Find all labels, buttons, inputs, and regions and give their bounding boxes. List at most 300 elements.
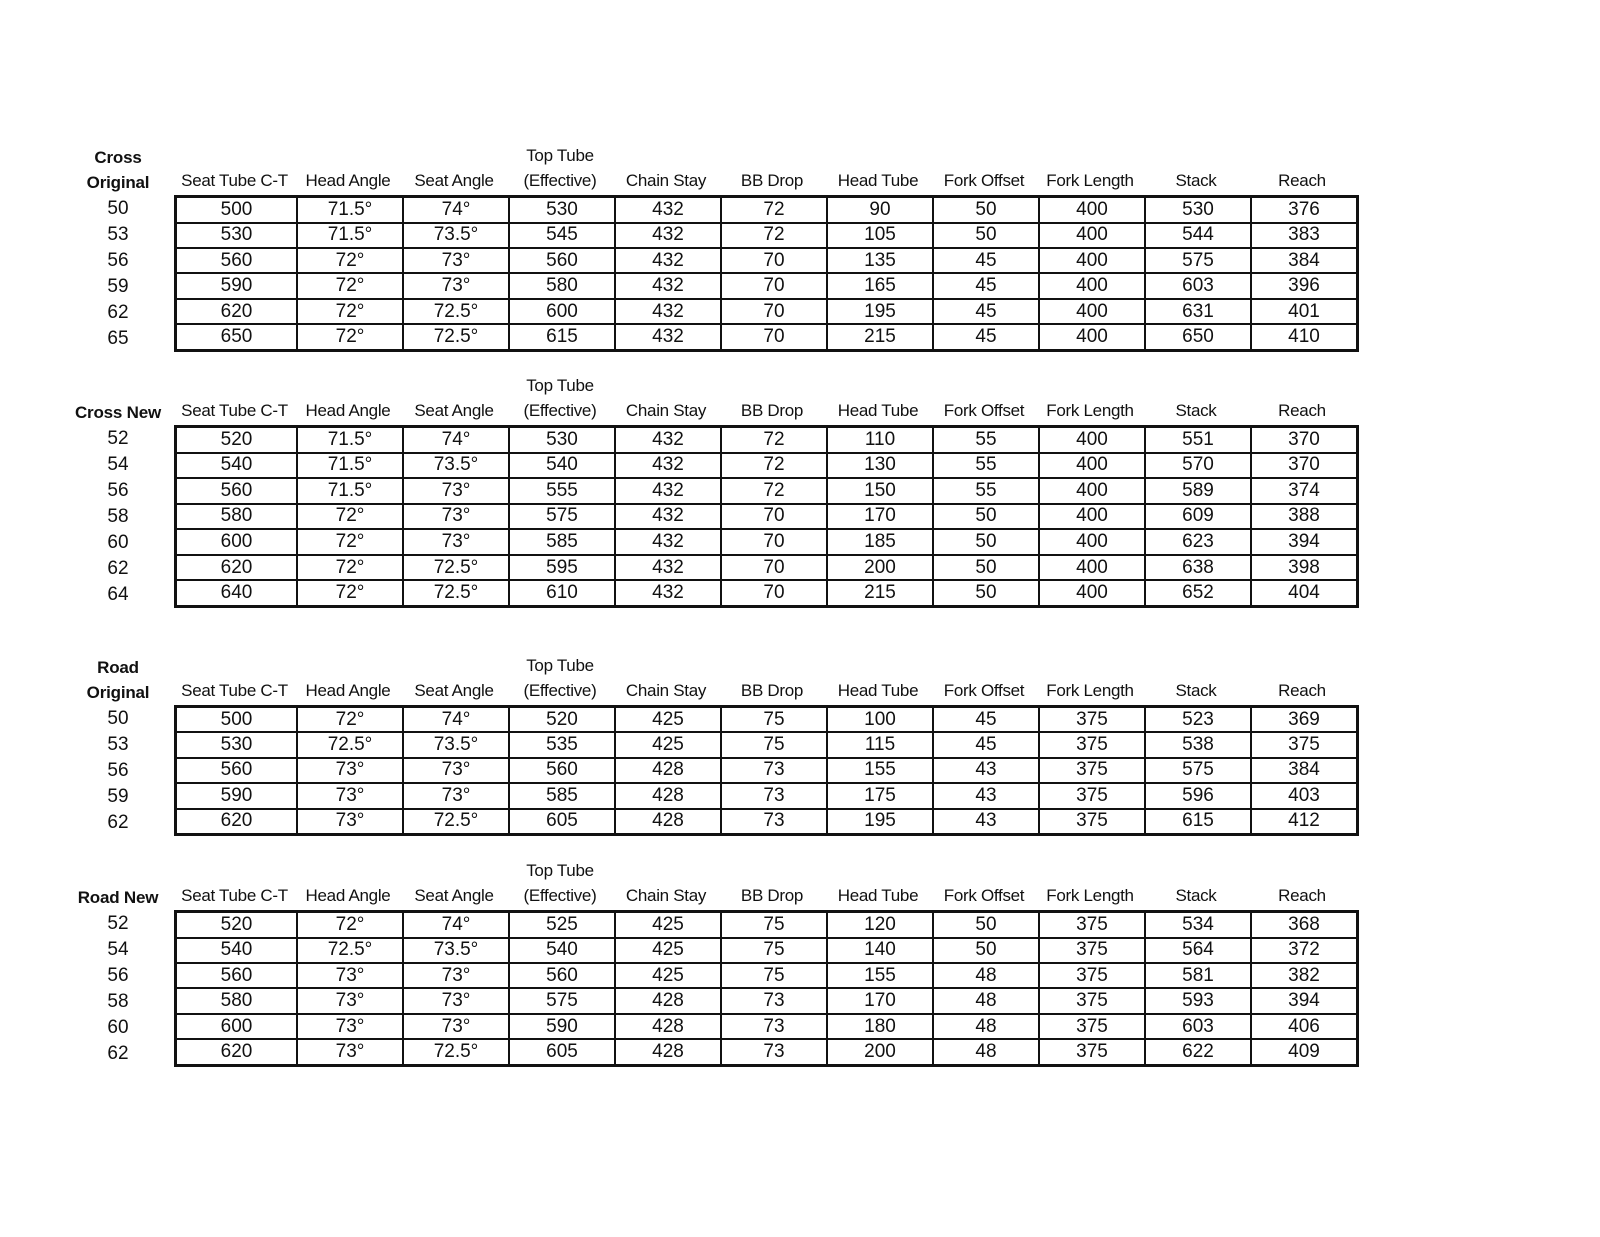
cell-chain-stay: 432: [615, 555, 721, 581]
cell-reach: 368: [1251, 912, 1358, 938]
cell-head-tube: 185: [827, 529, 933, 555]
cell-bb-drop: 75: [721, 732, 827, 757]
cell-fork-length: 400: [1039, 580, 1145, 606]
table-row: [176, 938, 1358, 963]
cell-chain-stay: 432: [615, 299, 721, 324]
column-header-head-tube: Head Tube: [837, 401, 919, 420]
cell-fork-length: 400: [1039, 478, 1145, 504]
cell-head-tube: 110: [827, 427, 933, 453]
cell-seat-angle: 73.5°: [403, 223, 509, 248]
cell-reach: 412: [1251, 809, 1358, 835]
cell-fork-length: 400: [1039, 273, 1145, 298]
cell-chain-stay: 432: [615, 197, 721, 223]
column-header-fork-length: Fork Length: [1046, 171, 1134, 190]
cell-head-tube: 155: [827, 963, 933, 988]
column-header-head-tube: Head Tube: [837, 886, 919, 905]
table-row: [176, 912, 1358, 938]
cell-seat-tube-c-t: 590: [176, 273, 298, 298]
cell-fork-offset: 55: [933, 478, 1039, 504]
cell-seat-angle: 74°: [403, 707, 509, 733]
column-header-head-angle: Head Angle: [305, 401, 391, 420]
cell-fork-length: 400: [1039, 555, 1145, 581]
cell-chain-stay: 432: [615, 248, 721, 273]
cell-top-tube-effective: 540: [509, 938, 615, 963]
column-header-head-angle: Head Angle: [305, 681, 391, 700]
cell-chain-stay: 432: [615, 324, 721, 350]
cell-bb-drop: 70: [721, 299, 827, 324]
cell-bb-drop: 72: [721, 478, 827, 504]
size-column: [62, 705, 174, 836]
cell-seat-angle: 72.5°: [403, 1039, 509, 1065]
column-header-stack: Stack: [1175, 886, 1217, 905]
cell-chain-stay: 425: [615, 707, 721, 733]
cell-seat-angle: 72.5°: [403, 324, 509, 350]
cell-top-tube-effective: 560: [509, 963, 615, 988]
cell-fork-offset: 48: [933, 988, 1039, 1013]
cell-head-tube: 130: [827, 453, 933, 479]
cell-reach: 394: [1251, 529, 1358, 555]
cell-stack: 551: [1145, 427, 1251, 453]
column-header-head-tube: Head Tube: [837, 681, 919, 700]
cell-fork-length: 375: [1039, 988, 1145, 1013]
cell-reach: 376: [1251, 197, 1358, 223]
column-header-seat-tube-c-t: Seat Tube C-T: [181, 681, 288, 700]
cell-seat-tube-c-t: 580: [176, 988, 298, 1013]
cell-chain-stay: 432: [615, 223, 721, 248]
cell-bb-drop: 75: [721, 963, 827, 988]
cross-new-table: [62, 375, 1359, 608]
column-header-chain-stay: Chain Stay: [625, 886, 707, 905]
column-header-bb-drop: BB Drop: [740, 171, 804, 190]
cell-head-angle: 72°: [297, 555, 403, 581]
cell-top-tube-effective: 530: [509, 197, 615, 223]
size-label: 52: [107, 913, 129, 934]
cell-fork-offset: 45: [933, 248, 1039, 273]
cell-reach: 403: [1251, 783, 1358, 808]
table-row: [176, 1014, 1358, 1039]
cell-bb-drop: 70: [721, 324, 827, 350]
cell-stack: 530: [1145, 197, 1251, 223]
cell-seat-angle: 73°: [403, 478, 509, 504]
cell-top-tube-effective: 575: [509, 504, 615, 530]
cell-fork-offset: 48: [933, 1014, 1039, 1039]
table-title: Road New: [77, 888, 159, 907]
cell-stack: 593: [1145, 988, 1251, 1013]
table-row: [176, 248, 1358, 273]
cell-fork-offset: 50: [933, 912, 1039, 938]
cell-top-tube-effective: 585: [509, 529, 615, 555]
cell-seat-angle: 73°: [403, 758, 509, 783]
cell-seat-tube-c-t: 530: [176, 223, 298, 248]
cell-stack: 623: [1145, 529, 1251, 555]
column-header-fork-offset: Fork Offset: [943, 681, 1025, 700]
cell-seat-angle: 73°: [403, 248, 509, 273]
column-header-fork-offset: Fork Offset: [943, 401, 1025, 420]
cell-stack: 581: [1145, 963, 1251, 988]
size-label: 58: [107, 506, 129, 527]
table-row: [176, 988, 1358, 1013]
cell-top-tube-effective: 525: [509, 912, 615, 938]
cell-head-tube: 120: [827, 912, 933, 938]
size-label: 50: [107, 708, 129, 729]
cell-bb-drop: 75: [721, 912, 827, 938]
table-row: [176, 1039, 1358, 1065]
column-header-chain-stay: Chain Stay: [625, 681, 707, 700]
cell-stack: 596: [1145, 783, 1251, 808]
column-header-bb-drop: BB Drop: [740, 886, 804, 905]
cell-seat-angle: 73.5°: [403, 732, 509, 757]
cell-head-angle: 72°: [297, 529, 403, 555]
cell-stack: 652: [1145, 580, 1251, 606]
size-label: 53: [107, 224, 129, 245]
table-row: [176, 783, 1358, 808]
cell-fork-length: 400: [1039, 529, 1145, 555]
cell-stack: 650: [1145, 324, 1251, 350]
cell-seat-tube-c-t: 600: [176, 1014, 298, 1039]
cell-bb-drop: 73: [721, 783, 827, 808]
size-column: [62, 910, 174, 1067]
cell-top-tube-effective: 560: [509, 248, 615, 273]
cell-bb-drop: 72: [721, 197, 827, 223]
cell-head-angle: 71.5°: [297, 478, 403, 504]
cell-head-angle: 72°: [297, 273, 403, 298]
table-row: [176, 732, 1358, 757]
column-header-seat-angle: Seat Angle: [414, 886, 494, 905]
cell-fork-length: 400: [1039, 453, 1145, 479]
table-row: [176, 555, 1358, 581]
cell-reach: 384: [1251, 758, 1358, 783]
cell-chain-stay: 428: [615, 988, 721, 1013]
column-header-head-angle: Head Angle: [305, 171, 391, 190]
cell-head-tube: 140: [827, 938, 933, 963]
cell-head-angle: 72°: [297, 248, 403, 273]
cell-head-tube: 180: [827, 1014, 933, 1039]
cell-reach: 398: [1251, 555, 1358, 581]
cell-bb-drop: 75: [721, 938, 827, 963]
cell-chain-stay: 432: [615, 504, 721, 530]
header-row: [62, 375, 1359, 425]
cell-head-tube: 200: [827, 555, 933, 581]
table-row: [176, 707, 1358, 733]
cell-chain-stay: 428: [615, 809, 721, 835]
cell-head-tube: 105: [827, 223, 933, 248]
size-label: 62: [107, 558, 129, 579]
size-label: 58: [107, 991, 129, 1012]
cell-head-tube: 155: [827, 758, 933, 783]
column-header-top-tube-effective: Top Tube (Effective): [523, 861, 597, 905]
cell-fork-length: 375: [1039, 963, 1145, 988]
cell-reach: 404: [1251, 580, 1358, 606]
size-label: 62: [107, 812, 129, 833]
cell-head-tube: 150: [827, 478, 933, 504]
cell-head-tube: 200: [827, 1039, 933, 1065]
cell-bb-drop: 70: [721, 580, 827, 606]
cell-head-angle: 73°: [297, 1039, 403, 1065]
cell-bb-drop: 73: [721, 1039, 827, 1065]
cell-fork-offset: 45: [933, 273, 1039, 298]
column-header-reach: Reach: [1278, 681, 1326, 700]
column-header-chain-stay: Chain Stay: [625, 401, 707, 420]
cell-fork-offset: 50: [933, 555, 1039, 581]
column-header-seat-tube-c-t: Seat Tube C-T: [181, 171, 288, 190]
cell-chain-stay: 425: [615, 732, 721, 757]
geometry-grid: [174, 705, 1359, 836]
column-header-head-angle: Head Angle: [305, 886, 391, 905]
cell-stack: 589: [1145, 478, 1251, 504]
size-label: 50: [107, 198, 129, 219]
cell-head-angle: 73°: [297, 809, 403, 835]
cell-seat-tube-c-t: 640: [176, 580, 298, 606]
cell-chain-stay: 432: [615, 529, 721, 555]
cell-fork-length: 375: [1039, 732, 1145, 757]
cell-chain-stay: 425: [615, 938, 721, 963]
cell-seat-tube-c-t: 500: [176, 197, 298, 223]
geometry-grid: [174, 195, 1359, 352]
size-label: 54: [107, 454, 129, 475]
cell-seat-tube-c-t: 620: [176, 809, 298, 835]
cell-seat-angle: 72.5°: [403, 299, 509, 324]
cell-head-angle: 72°: [297, 324, 403, 350]
size-label: 60: [107, 532, 129, 553]
cell-reach: 370: [1251, 453, 1358, 479]
table-row: [176, 809, 1358, 835]
table-title: Road Original: [86, 658, 150, 702]
size-label: 56: [107, 480, 129, 501]
cell-fork-length: 375: [1039, 707, 1145, 733]
size-label: 59: [107, 786, 129, 807]
cell-top-tube-effective: 520: [509, 707, 615, 733]
cell-top-tube-effective: 535: [509, 732, 615, 757]
column-header-head-tube: Head Tube: [837, 171, 919, 190]
cell-top-tube-effective: 605: [509, 1039, 615, 1065]
cell-fork-offset: 43: [933, 809, 1039, 835]
cell-head-angle: 71.5°: [297, 427, 403, 453]
column-header-seat-tube-c-t: Seat Tube C-T: [181, 886, 288, 905]
cell-bb-drop: 70: [721, 248, 827, 273]
cell-stack: 603: [1145, 1014, 1251, 1039]
column-header-stack: Stack: [1175, 171, 1217, 190]
table-title: Cross Original: [86, 148, 150, 192]
cell-head-angle: 73°: [297, 758, 403, 783]
cell-fork-length: 400: [1039, 197, 1145, 223]
cell-head-angle: 72.5°: [297, 938, 403, 963]
geometry-grid: [174, 910, 1359, 1067]
cell-fork-offset: 43: [933, 783, 1039, 808]
cell-fork-offset: 45: [933, 732, 1039, 757]
cell-reach: 406: [1251, 1014, 1358, 1039]
cell-seat-angle: 74°: [403, 912, 509, 938]
cell-seat-angle: 73.5°: [403, 453, 509, 479]
cell-reach: 401: [1251, 299, 1358, 324]
cell-seat-angle: 73°: [403, 504, 509, 530]
cell-head-tube: 115: [827, 732, 933, 757]
cell-fork-offset: 50: [933, 504, 1039, 530]
size-label: 62: [107, 1043, 129, 1064]
column-header-bb-drop: BB Drop: [740, 681, 804, 700]
cell-seat-tube-c-t: 560: [176, 478, 298, 504]
table-row: [176, 504, 1358, 530]
cell-fork-offset: 45: [933, 707, 1039, 733]
cell-chain-stay: 432: [615, 427, 721, 453]
cell-seat-angle: 72.5°: [403, 580, 509, 606]
size-column: [62, 425, 174, 608]
column-header-seat-tube-c-t: Seat Tube C-T: [181, 401, 288, 420]
cell-head-angle: 73°: [297, 963, 403, 988]
cell-seat-tube-c-t: 520: [176, 912, 298, 938]
cell-bb-drop: 73: [721, 809, 827, 835]
column-header-seat-angle: Seat Angle: [414, 681, 494, 700]
size-label: 59: [107, 276, 129, 297]
cell-head-angle: 71.5°: [297, 453, 403, 479]
size-label: 56: [107, 760, 129, 781]
cell-fork-length: 375: [1039, 809, 1145, 835]
column-header-chain-stay: Chain Stay: [625, 171, 707, 190]
cell-stack: 544: [1145, 223, 1251, 248]
column-header-reach: Reach: [1278, 171, 1326, 190]
cell-head-tube: 170: [827, 988, 933, 1013]
table-row: [176, 324, 1358, 350]
cell-head-tube: 215: [827, 580, 933, 606]
column-header-seat-angle: Seat Angle: [414, 401, 494, 420]
cell-head-tube: 175: [827, 783, 933, 808]
size-label: 56: [107, 250, 129, 271]
size-column: [62, 195, 174, 352]
header-row: [62, 860, 1359, 910]
table-title: Cross New: [74, 403, 162, 422]
cell-seat-tube-c-t: 560: [176, 758, 298, 783]
cell-reach: 382: [1251, 963, 1358, 988]
cell-stack: 538: [1145, 732, 1251, 757]
cell-reach: 375: [1251, 732, 1358, 757]
cell-chain-stay: 428: [615, 783, 721, 808]
cell-reach: 370: [1251, 427, 1358, 453]
cell-chain-stay: 432: [615, 580, 721, 606]
cell-reach: 394: [1251, 988, 1358, 1013]
cell-fork-offset: 50: [933, 529, 1039, 555]
cell-reach: 409: [1251, 1039, 1358, 1065]
cell-seat-angle: 73°: [403, 963, 509, 988]
cell-head-angle: 72°: [297, 299, 403, 324]
cell-top-tube-effective: 610: [509, 580, 615, 606]
cell-top-tube-effective: 560: [509, 758, 615, 783]
cell-seat-tube-c-t: 620: [176, 555, 298, 581]
cell-bb-drop: 70: [721, 555, 827, 581]
column-header-top-tube-effective: Top Tube (Effective): [523, 656, 597, 700]
cell-stack: 534: [1145, 912, 1251, 938]
cell-stack: 638: [1145, 555, 1251, 581]
cell-bb-drop: 70: [721, 504, 827, 530]
cell-seat-angle: 72.5°: [403, 809, 509, 835]
cell-bb-drop: 72: [721, 223, 827, 248]
size-label: 64: [107, 584, 129, 605]
header-row: [62, 145, 1359, 195]
column-header-fork-length: Fork Length: [1046, 681, 1134, 700]
cell-head-angle: 71.5°: [297, 197, 403, 223]
cell-stack: 575: [1145, 248, 1251, 273]
cell-seat-angle: 73°: [403, 529, 509, 555]
cell-fork-length: 400: [1039, 299, 1145, 324]
table-row: [176, 758, 1358, 783]
table-row: [176, 963, 1358, 988]
cell-seat-tube-c-t: 560: [176, 248, 298, 273]
cell-bb-drop: 73: [721, 988, 827, 1013]
cell-head-angle: 73°: [297, 783, 403, 808]
cell-stack: 570: [1145, 453, 1251, 479]
cell-seat-tube-c-t: 530: [176, 732, 298, 757]
cell-reach: 383: [1251, 223, 1358, 248]
cell-bb-drop: 70: [721, 273, 827, 298]
size-label: 53: [107, 734, 129, 755]
column-header-fork-length: Fork Length: [1046, 401, 1134, 420]
cell-seat-angle: 73°: [403, 783, 509, 808]
cell-stack: 622: [1145, 1039, 1251, 1065]
cell-top-tube-effective: 580: [509, 273, 615, 298]
cell-chain-stay: 432: [615, 478, 721, 504]
cell-top-tube-effective: 615: [509, 324, 615, 350]
cell-head-angle: 71.5°: [297, 223, 403, 248]
cell-stack: 523: [1145, 707, 1251, 733]
cell-seat-angle: 74°: [403, 427, 509, 453]
cell-seat-tube-c-t: 600: [176, 529, 298, 555]
cell-bb-drop: 72: [721, 427, 827, 453]
cell-reach: 388: [1251, 504, 1358, 530]
cell-stack: 631: [1145, 299, 1251, 324]
table-row: [176, 299, 1358, 324]
table-row: [176, 223, 1358, 248]
cell-head-tube: 165: [827, 273, 933, 298]
size-label: 56: [107, 965, 129, 986]
cell-stack: 564: [1145, 938, 1251, 963]
cell-head-angle: 73°: [297, 1014, 403, 1039]
table-row: [176, 453, 1358, 479]
cell-seat-angle: 74°: [403, 197, 509, 223]
table-row: [176, 197, 1358, 223]
cell-fork-length: 375: [1039, 938, 1145, 963]
cell-seat-angle: 73°: [403, 988, 509, 1013]
cell-fork-offset: 45: [933, 324, 1039, 350]
cell-fork-length: 400: [1039, 248, 1145, 273]
cell-fork-length: 400: [1039, 504, 1145, 530]
cell-fork-offset: 55: [933, 453, 1039, 479]
cell-stack: 603: [1145, 273, 1251, 298]
cell-fork-offset: 50: [933, 580, 1039, 606]
column-header-fork-length: Fork Length: [1046, 886, 1134, 905]
cell-top-tube-effective: 605: [509, 809, 615, 835]
cell-seat-tube-c-t: 620: [176, 299, 298, 324]
cell-chain-stay: 428: [615, 758, 721, 783]
cell-seat-angle: 73°: [403, 1014, 509, 1039]
cell-seat-tube-c-t: 540: [176, 938, 298, 963]
cell-fork-length: 375: [1039, 758, 1145, 783]
cell-head-angle: 73°: [297, 988, 403, 1013]
cell-top-tube-effective: 555: [509, 478, 615, 504]
cell-head-tube: 195: [827, 809, 933, 835]
cell-head-angle: 72.5°: [297, 732, 403, 757]
cell-fork-offset: 50: [933, 197, 1039, 223]
cell-fork-length: 375: [1039, 912, 1145, 938]
cell-chain-stay: 428: [615, 1014, 721, 1039]
cell-seat-angle: 73.5°: [403, 938, 509, 963]
cell-fork-offset: 50: [933, 938, 1039, 963]
table-row: [176, 427, 1358, 453]
cell-bb-drop: 70: [721, 529, 827, 555]
cell-seat-angle: 73°: [403, 273, 509, 298]
cell-chain-stay: 432: [615, 453, 721, 479]
size-label: 65: [107, 328, 129, 349]
cell-top-tube-effective: 600: [509, 299, 615, 324]
cell-fork-offset: 43: [933, 758, 1039, 783]
cell-seat-tube-c-t: 590: [176, 783, 298, 808]
